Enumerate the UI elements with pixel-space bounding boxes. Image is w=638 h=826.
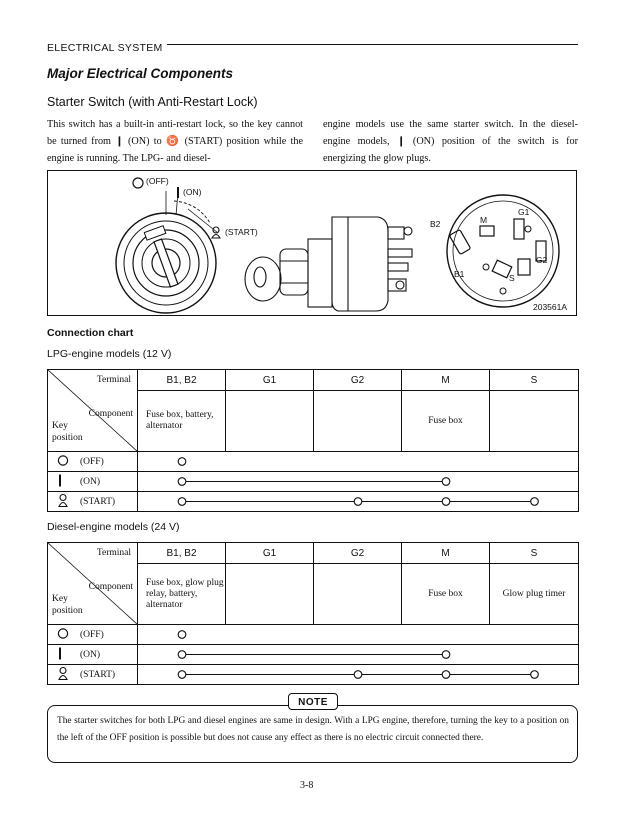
diesel-component-s: Glow plug timer xyxy=(490,564,579,625)
lpg-connection-table xyxy=(47,369,579,512)
figure-on-label: (ON) xyxy=(183,187,202,197)
diesel-key-rows xyxy=(48,625,579,685)
diesel-component-label: Component xyxy=(88,582,133,592)
connection-node xyxy=(354,671,362,679)
diesel-row-off xyxy=(48,625,579,645)
lpg-component-b1b2: Fuse box, battery, alternator xyxy=(138,391,226,452)
lpg-connection-cell xyxy=(138,452,579,472)
lpg-col-b1b2: B1, B2 xyxy=(138,370,226,391)
diesel-key-label: (ON) xyxy=(80,649,101,660)
lpg-table-title: LPG-engine models (12 V) xyxy=(47,348,172,360)
starter-switch-figure xyxy=(47,170,577,316)
diesel-connection-cell xyxy=(138,665,579,685)
diesel-col-g1: G1 xyxy=(226,543,314,564)
connection-node xyxy=(531,498,539,506)
connection-chart-title: Connection chart xyxy=(47,327,134,339)
on-position-icon xyxy=(57,474,63,489)
terminal-s-label: S xyxy=(509,273,515,283)
switch-illustration xyxy=(48,171,578,317)
connection-node xyxy=(442,651,450,659)
note-text: The starter switches for both LPG and diesel engines are same in design. With a LPG engine, therefore, turning the key to a position on the left of the OFF position is possible but does not cause any effect as there is no electric circuit connected there. xyxy=(57,716,569,743)
diesel-corner-header xyxy=(48,543,138,625)
lpg-component-s xyxy=(490,391,579,452)
lpg-col-g2: G2 xyxy=(314,370,402,391)
paragraph-column-1: This switch has a built-in anti-restart lock, so the key cannot be turned from ❙ (ON) to ♉ (START) position while the engine is running. The LPG- and diesel- xyxy=(47,119,303,164)
lpg-component-label: Component xyxy=(88,409,133,419)
off-position-icon xyxy=(57,454,69,469)
diesel-component-m: Fuse box xyxy=(402,564,490,625)
connection-node xyxy=(178,631,186,639)
diesel-component-g2 xyxy=(314,564,402,625)
diesel-key-position-cell xyxy=(48,665,138,685)
connection-line xyxy=(138,452,579,471)
diesel-component-b1b2: Fuse box, glow plug relay, battery, alternator xyxy=(138,564,226,625)
lpg-connection-cell xyxy=(138,472,579,492)
connection-node xyxy=(531,671,539,679)
terminal-m-label: M xyxy=(480,215,488,225)
key-face-view xyxy=(116,191,218,313)
diesel-col-g2: G2 xyxy=(314,543,402,564)
terminal-g1-label: G1 xyxy=(518,207,530,217)
connection-node xyxy=(442,478,450,486)
diesel-table-title: Diesel-engine models (24 V) xyxy=(47,521,180,533)
diesel-row-on xyxy=(48,645,579,665)
connection-node xyxy=(178,651,186,659)
figure-start-label: (START) xyxy=(225,227,258,237)
off-circle-icon xyxy=(132,177,144,189)
diesel-key-label: (OFF) xyxy=(80,629,104,640)
lpg-component-m: Fuse box xyxy=(402,391,490,452)
diesel-key-position-cell xyxy=(48,625,138,645)
connection-node xyxy=(354,498,362,506)
start-key-icon xyxy=(210,226,222,240)
connection-node xyxy=(178,498,186,506)
lpg-col-m: M xyxy=(402,370,490,391)
lpg-key-position-cell xyxy=(48,492,138,512)
diesel-col-s: S xyxy=(490,543,579,564)
terminal-b2-label: B2 xyxy=(430,219,441,229)
lpg-corner-header xyxy=(48,370,138,452)
switch-side-view xyxy=(245,217,412,311)
diesel-col-b1b2: B1, B2 xyxy=(138,543,226,564)
section-title: ELECTRICAL SYSTEM xyxy=(47,42,167,54)
terminal-g2-label: G2 xyxy=(536,255,548,265)
page-title: Major Electrical Components xyxy=(47,66,234,81)
lpg-row-on xyxy=(48,472,579,492)
on-bar-icon xyxy=(176,187,180,199)
lpg-component-g1 xyxy=(226,391,314,452)
connection-line xyxy=(138,472,579,491)
connection-node xyxy=(442,498,450,506)
connection-line xyxy=(138,492,579,511)
connection-node xyxy=(178,458,186,466)
lpg-key-label: (OFF) xyxy=(80,456,104,467)
section-header xyxy=(47,38,578,52)
diesel-row-start xyxy=(48,665,579,685)
on-position-icon xyxy=(57,647,63,662)
figure-off-label: (OFF) xyxy=(146,176,169,186)
diesel-connection-cell xyxy=(138,625,579,645)
component-title: Starter Switch (with Anti-Restart Lock) xyxy=(47,95,258,109)
diesel-component-g1 xyxy=(226,564,314,625)
lpg-key-position-cell xyxy=(48,472,138,492)
lpg-key-rows xyxy=(48,452,579,512)
lpg-key-label: (ON) xyxy=(80,476,101,487)
diesel-terminal-label: Terminal xyxy=(96,548,131,558)
page-number: 3-8 xyxy=(300,780,314,791)
lpg-component-g2 xyxy=(314,391,402,452)
terminal-b1-label: B1 xyxy=(454,269,465,279)
off-position-icon xyxy=(57,627,69,642)
note-tag: NOTE xyxy=(288,693,338,710)
lpg-row-off xyxy=(48,452,579,472)
diesel-key-position-label: Key position xyxy=(52,594,83,616)
lpg-key-position-label: Key position xyxy=(52,421,83,443)
diesel-connection-table xyxy=(47,542,579,685)
lpg-col-g1: G1 xyxy=(226,370,314,391)
connection-line xyxy=(138,625,579,644)
lpg-terminal-label: Terminal xyxy=(96,375,131,385)
connection-line xyxy=(138,665,579,684)
lpg-connection-cell xyxy=(138,492,579,512)
terminal-rear-view xyxy=(447,195,559,307)
figure-code: 203561A xyxy=(533,302,568,312)
diesel-key-label: (START) xyxy=(80,669,116,680)
lpg-col-s: S xyxy=(490,370,579,391)
diesel-key-position-cell xyxy=(48,645,138,665)
lpg-key-position-cell xyxy=(48,452,138,472)
connection-node xyxy=(442,671,450,679)
paragraph-column-2: engine models use the same starter switch. In the diesel-engine models, ❙ (ON) position of the switch is for energizing the glow plugs. xyxy=(323,119,578,164)
lpg-key-label: (START) xyxy=(80,496,116,507)
diesel-connection-cell xyxy=(138,645,579,665)
lpg-row-start xyxy=(48,492,579,512)
connection-line xyxy=(138,645,579,664)
connection-node xyxy=(178,671,186,679)
diesel-col-m: M xyxy=(402,543,490,564)
connection-node xyxy=(178,478,186,486)
start-position-icon xyxy=(57,493,69,510)
start-position-icon xyxy=(57,666,69,683)
